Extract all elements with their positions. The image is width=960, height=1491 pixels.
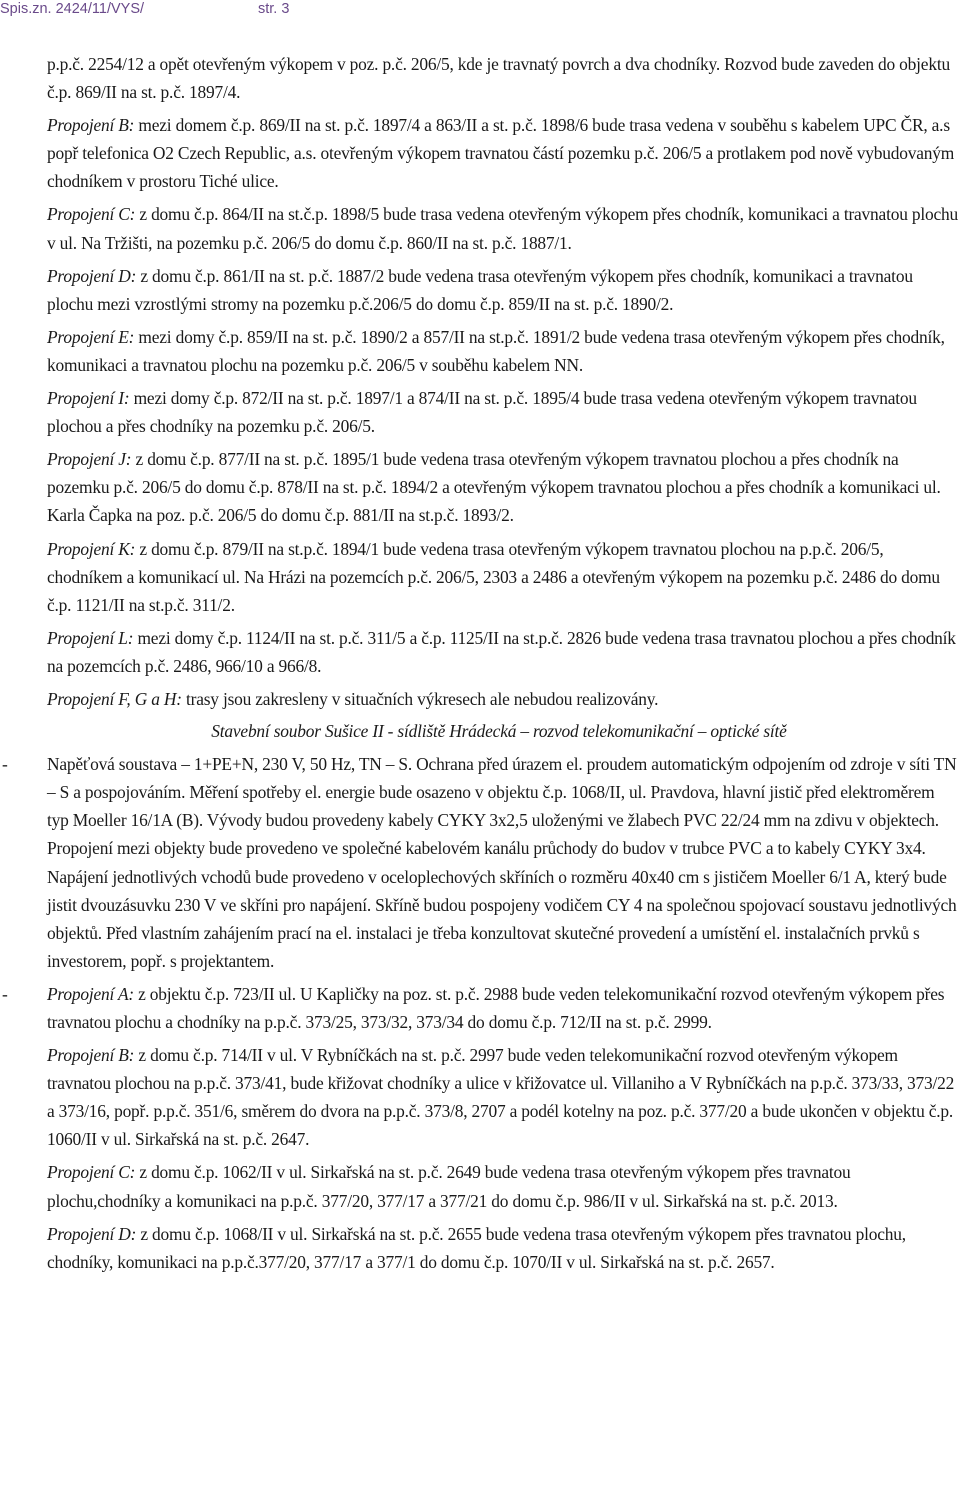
paragraph-lead: Propojení B: (47, 1045, 135, 1066)
paragraph-text: mezi domy č.p. 1124/II na st. p.č. 311/5 a č.p. 1125/II na st.p.č. 2826 bude vedena trasa travnatou plochou a přes chodník na pozemcích p.č. 2486, 966/10 a 966/8. (47, 627, 956, 676)
paragraph-lead: Propojení I: (47, 388, 130, 409)
paragraph-text: z domu č.p. 1068/II v ul. Sirkařská na st. p.č. 2655 bude vedena trasa otevřeným výkopem přes travnatou plochu, chodníky, komunikaci na p.p.č.377/20, 377/17 a 377/1 do domu č.p. 1070/II v ul. Sirkařská na st. p.č. 2657. (47, 1223, 906, 1272)
paragraph-lead: Propojení F, G a H: (47, 688, 182, 709)
bullet-text: Napěťová soustava – 1+PE+N, 230 V, 50 Hz, TN – S. Ochrana před úrazem el. proudem automatickým odpojením od zdroje v síti TN – S a pospojováním. Měření spotřeby el. energie bude osazeno v objektu č.p. 1068/II, ul. Pravdova, hlavní jistič před elektroměrem typ Moeller 16/1A (B). Vývody budou provedeny kabely CYKY 3x2,5 uloženými ve žlabech PVC 22/24 mm na zdivu v objektech. Propojení mezi objekty bude provedeno ve společné kabelovém kanálu průchody do budov v trubce PVC a to kabely CYKY 3x4. Napájení jednotlivých vchodů bude provedeno v oceloplechových skříních o rozměru 40x40 cm s jističem Moeller 6/1 A, který bude jistit dvouzásuvku 230 V ve skříni pro napájení. Skříně budou pospojeny vodičem CY 4 na společnou spojovací soustavu jednotlivých objektů. Před vlastním zahájením prací na el. instalaci je třeba konzultovat skutečné provedení a umístění el. instalačních prvků s investorem, popř. s projektantem. (47, 754, 957, 971)
paragraph-text: z domu č.p. 861/II na st. p.č. 1887/2 bude vedena trasa otevřeným výkopem přes chodník, komunikaci a travnatou plochu mezi vzrostlými stromy na pozemku p.č.206/5 do domu č.p. 859/II na st. p.č. 1890/2. (47, 265, 913, 314)
paragraph (47, 1220, 958, 1276)
paragraph-lead: Propojení A: (47, 983, 134, 1004)
paragraph-lead: Propojení D: (47, 265, 137, 286)
paragraph (47, 262, 958, 318)
paragraph-text: p.p.č. 2254/12 a opět otevřeným výkopem v poz. p.č. 206/5, kde je travnatý povrch a dva chodníky. Rozvod bude zaveden do objektu č.p. 869/II na st. p.č. 1897/4. (47, 54, 950, 103)
paragraph-lead: Propojení D: (47, 1223, 137, 1244)
paragraph (47, 685, 958, 713)
paragraph-lead: Propojení E: (47, 326, 135, 347)
bullet-dash: - (2, 983, 8, 1004)
paragraph (47, 624, 958, 680)
paragraph-text: z domu č.p. 864/II na st.č.p. 1898/5 bude trasa vedena otevřeným výkopem přes chodník, komunikaci a travnatou plochu v ul. Na Tržišti, na pozemku p.č. 206/5 do domu č.p. 860/II na st. p.č. 1887/1. (47, 204, 958, 253)
paragraph-text: mezi domy č.p. 872/II na st. p.č. 1897/1 a 874/II na st. p.č. 1895/4 bude trasa vedena otevřeným výkopem travnatou plochou a přes chodníky na pozemku p.č. 206/5. (47, 388, 917, 437)
paragraph (47, 1158, 958, 1214)
page-number: str. 3 (258, 1, 290, 17)
bullet-text: z objektu č.p. 723/II ul. U Kapličky na poz. st. p.č. 2988 bude veden telekomunikační rozvod otevřeným výkopem přes travnatou plochu a chodníky na p.p.č. 373/25, 373/32, 373/34 do domu č.p. 712/II na st. p.č. 2999. (47, 983, 945, 1032)
paragraph-text: z domu č.p. 879/II na st.p.č. 1894/1 bude vedena trasa otevřeným výkopem travnatou plochou na p.p.č. 206/5, chodníkem a komunikací ul. Na Hrázi na pozemcích p.č. 206/5, 2303 a 2486 a otevřeným výkopem na pozemku p.č. 2486 do domu č.p. 1121/II na st.p.č. 311/2. (47, 538, 940, 615)
bullet-dash: - (2, 754, 8, 775)
paragraph-text: z domu č.p. 877/II na st. p.č. 1895/1 bude vedena trasa otevřeným výkopem travnatou plochou a přes chodník na pozemku p.č. 206/5 do domu č.p. 878/II na st. p.č. 1894/2 a otevřeným výkopem travnatou plochou a přes chodník a komunikaci ul. Karla Čapka na poz. p.č. 206/5 do domu č.p. 881/II na st.p.č. 1893/2. (47, 449, 941, 526)
paragraph (47, 111, 958, 195)
file-reference: Spis.zn. 2424/11/VYS/ (0, 1, 145, 17)
bullet-item (2, 750, 958, 975)
paragraph (47, 535, 958, 619)
paragraph-lead: Propojení C: (47, 204, 136, 225)
paragraph-text: mezi domem č.p. 869/II na st. p.č. 1897/4 a 863/II a st. p.č. 1898/6 bude trasa vedena v souběhu s kabelem UPC ČR, a.s popř telefonica O2 Czech Republic, a.s. otevřeným výkopem travnatou částí pozemku p.č. 206/5 a protlakem pod nově vybudovaným chodníkem v prostoru Tiché ulice. (47, 115, 955, 192)
paragraph-text: trasy jsou zakresleny v situačních výkresech ale nebudou realizovány. (181, 688, 659, 709)
page-header (0, 0, 960, 22)
paragraph-lead: Propojení B: (47, 115, 135, 136)
paragraph-text: z domu č.p. 1062/II v ul. Sirkařská na st. p.č. 2649 bude vedena trasa otevřeným výkopem přes travnatou plochu,chodníky a komunikaci na p.p.č. 377/20, 377/17 a 377/21 do domu č.p. 986/II v ul. Sirkařská na st. p.č. 2013. (47, 1162, 851, 1211)
paragraph-text: mezi domy č.p. 859/II na st. p.č. 1890/2 a 857/II na st.p.č. 1891/2 bude vedena trasa otevřeným výkopem přes chodník, komunikaci a travnatou plochu na pozemku p.č. 206/5 v souběhu kabelem NN. (47, 326, 945, 375)
paragraph (47, 384, 958, 440)
paragraph (47, 323, 958, 379)
paragraph-text: z domu č.p. 714/II v ul. V Rybníčkách na st. p.č. 2997 bude veden telekomunikační rozvod otevřeným výkopem travnatou plochou na p.p.č. 373/41, bude křižovat chodníky a ulice v křižovatce ul. Villaniho a V Rybníčkách na p.p.č. 373/33, 373/22 a 373/16, popř. p.p.č. 351/6, směrem do dvora na p.p.č. 373/8, 2707 a podél kotelny na poz. p.č. 377/20 a bude ukončen v objektu č.p. 1060/II v ul. Sirkařská na st. p.č. 2647. (47, 1045, 955, 1150)
paragraph (47, 1041, 958, 1153)
paragraph (47, 200, 958, 256)
document-body (0, 50, 958, 1281)
paragraph-lead: Propojení C: (47, 1162, 136, 1183)
paragraph-lead: Propojení L: (47, 627, 134, 648)
paragraph (47, 50, 958, 106)
section-heading: Stavební soubor Sušice II - sídliště Hrádecká – rozvod telekomunikační – optické sítě (211, 721, 787, 742)
paragraph-lead: Propojení K: (47, 538, 136, 559)
paragraph-lead: Propojení J: (47, 449, 132, 470)
bullet-item (2, 980, 958, 1036)
paragraph (47, 445, 958, 529)
